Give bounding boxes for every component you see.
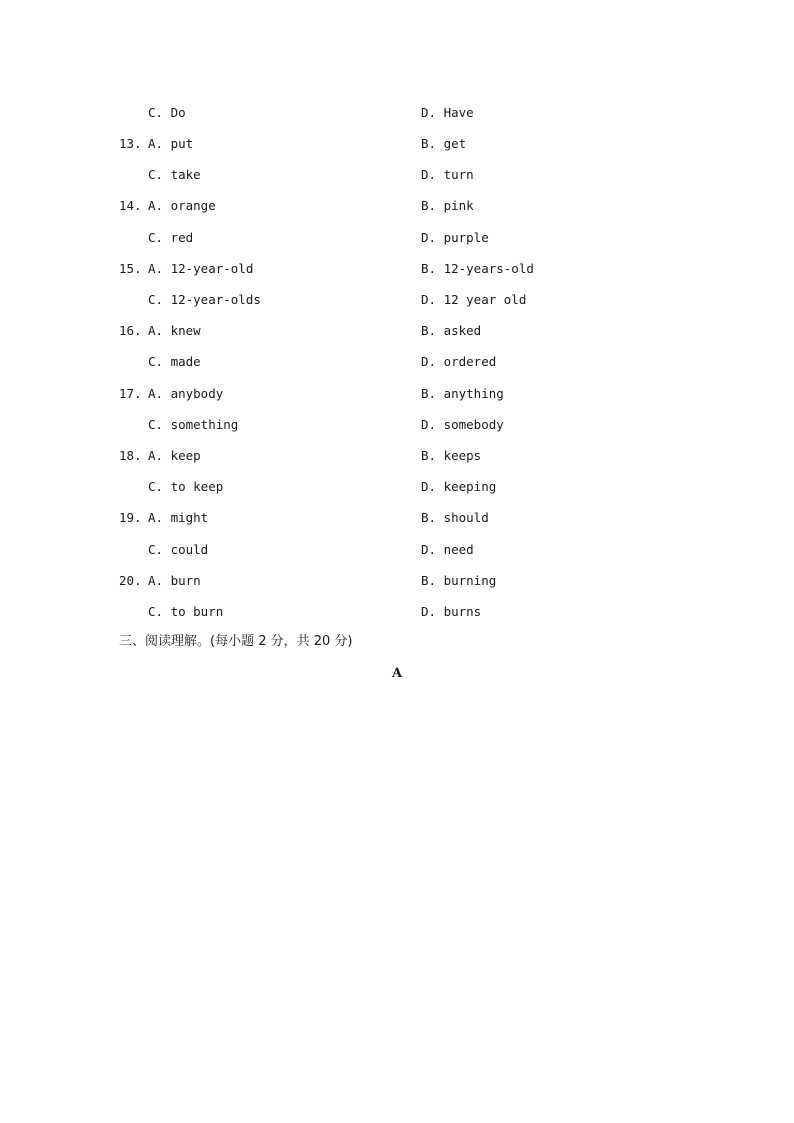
option-row: [0, 134, 794, 154]
option-left: C. to keep: [148, 479, 224, 494]
option-right: D. purple: [421, 230, 489, 245]
section-heading: 三、阅读理解。(每小题 2 分，共 20 分): [119, 634, 353, 649]
option-right: B. anything: [421, 386, 504, 401]
option-right: B. should: [421, 510, 489, 525]
option-row: [0, 259, 794, 279]
option-row: [0, 228, 794, 248]
option-right: B. pink: [421, 198, 474, 213]
question-number: 14.: [119, 198, 142, 213]
option-row: [0, 540, 794, 560]
option-right: D. 12 year old: [421, 292, 527, 307]
option-left: C. take: [148, 167, 201, 182]
option-left: C. red: [148, 230, 194, 245]
passage-label: A: [391, 666, 403, 681]
option-left: C. made: [148, 354, 201, 369]
option-left: C. something: [148, 417, 239, 432]
question-number: 17.: [119, 386, 142, 401]
option-row: [0, 321, 794, 341]
question-number: 15.: [119, 261, 142, 276]
option-right: B. 12-years-old: [421, 261, 534, 276]
question-number: 19.: [119, 510, 142, 525]
option-row: [0, 571, 794, 591]
option-left: A. burn: [148, 573, 201, 588]
question-number: 20.: [119, 573, 142, 588]
option-row: [0, 508, 794, 528]
option-right: D. burns: [421, 604, 482, 619]
option-right: B. get: [421, 136, 467, 151]
option-right: D. Have: [421, 105, 474, 120]
option-left: A. put: [148, 136, 194, 151]
option-row: [0, 103, 794, 123]
option-right: D. somebody: [421, 417, 504, 432]
option-left: A. orange: [148, 198, 216, 213]
option-row: [0, 196, 794, 216]
option-left: C. to burn: [148, 604, 224, 619]
option-right: B. burning: [421, 573, 497, 588]
option-left: C. 12-year-olds: [148, 292, 261, 307]
option-row: [0, 602, 794, 622]
option-right: B. asked: [421, 323, 482, 338]
option-row: [0, 165, 794, 185]
option-row: [0, 352, 794, 372]
question-number: 13.: [119, 136, 142, 151]
option-row: [0, 384, 794, 404]
option-left: A. might: [148, 510, 209, 525]
option-left: A. keep: [148, 448, 201, 463]
option-left: C. could: [148, 542, 209, 557]
question-number: 16.: [119, 323, 142, 338]
option-right: D. turn: [421, 167, 474, 182]
option-right: D. ordered: [421, 354, 497, 369]
option-left: A. knew: [148, 323, 201, 338]
question-number: 18.: [119, 448, 142, 463]
option-left: A. 12-year-old: [148, 261, 254, 276]
option-right: B. keeps: [421, 448, 482, 463]
option-row: [0, 477, 794, 497]
option-left: A. anybody: [148, 386, 224, 401]
option-row: [0, 415, 794, 435]
option-right: D. keeping: [421, 479, 497, 494]
option-row: [0, 290, 794, 310]
option-left: C. Do: [148, 105, 186, 120]
option-right: D. need: [421, 542, 474, 557]
option-row: [0, 446, 794, 466]
